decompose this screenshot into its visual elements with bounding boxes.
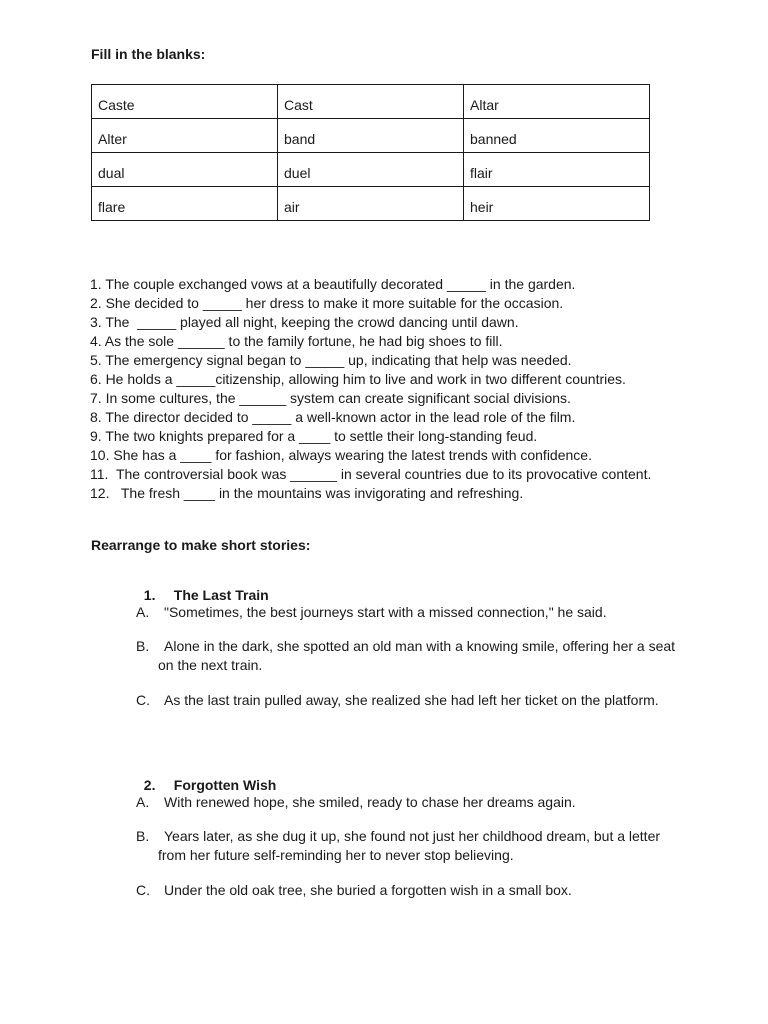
story-option — [136, 691, 696, 710]
option-letter: B. — [136, 638, 150, 654]
fill-in-blanks-heading: Fill in the blanks: — [91, 46, 206, 62]
sentence-item: 11. The controversial book was ______ in several countries due to its provocative content. — [90, 466, 652, 482]
story-number: 1. — [143, 587, 156, 603]
story-option — [136, 637, 696, 675]
sentence-item: 3. The _____ played all night, keeping the crowd dancing until dawn. — [90, 314, 519, 330]
rearrange-heading: Rearrange to make short stories: — [91, 537, 311, 553]
option-text: As the last train pulled away, she realized she had left her ticket on the platform. — [164, 692, 659, 708]
sentence-item: 1. The couple exchanged vows at a beautifully decorated _____ in the garden. — [90, 276, 576, 292]
story-title — [136, 571, 269, 603]
option-letter: C. — [136, 882, 150, 898]
word-table — [91, 84, 650, 221]
option-letter: B. — [136, 828, 150, 844]
sentence-item: 12. The fresh ____ in the mountains was invigorating and refreshing. — [90, 485, 524, 501]
option-text: Alone in the dark, she spotted an old man with a knowing smile, offering her a seat — [164, 638, 676, 654]
sentence-item: 8. The director decided to _____ a well-known actor in the lead role of the film. — [90, 409, 576, 425]
option-letter: A. — [136, 794, 150, 810]
option-text: Under the old oak tree, she buried a forgotten wish in a small box. — [164, 882, 572, 898]
table-cell: flare — [92, 187, 278, 221]
sentence-item: 5. The emergency signal began to _____ up, indicating that help was needed. — [90, 352, 572, 368]
story-title — [136, 761, 276, 793]
table-cell: air — [278, 187, 464, 221]
option-text-continued: on the next train. — [158, 657, 263, 673]
table-cell: heir — [464, 187, 650, 221]
sentence-item: 6. He holds a _____citizenship, allowing him to live and work in two different countries. — [90, 371, 626, 387]
option-text: "Sometimes, the best journeys start with a missed connection," he said. — [164, 604, 607, 620]
sentence-item: 4. As the sole ______ to the family fortune, he had big shoes to fill. — [90, 333, 503, 349]
table-row — [92, 187, 650, 221]
sentence-item: 7. In some cultures, the ______ system can create significant social divisions. — [90, 390, 571, 406]
story-title-text: The Last Train — [173, 587, 269, 603]
option-letter: A. — [136, 604, 150, 620]
table-row — [92, 153, 650, 187]
story-title-text: Forgotten Wish — [173, 777, 277, 793]
story-option — [136, 881, 696, 900]
story-number: 2. — [143, 777, 156, 793]
option-text: Years later, as she dug it up, she found not just her childhood dream, but a letter — [164, 828, 661, 844]
table-cell: band — [278, 119, 464, 153]
sentence-list — [90, 275, 710, 503]
table-cell: flair — [464, 153, 650, 187]
table-cell: Cast — [278, 85, 464, 119]
option-letter: C. — [136, 692, 150, 708]
table-row — [92, 85, 650, 119]
sentence-item: 10. She has a ____ for fashion, always wearing the latest trends with confidence. — [90, 447, 592, 463]
table-cell: banned — [464, 119, 650, 153]
story-option — [136, 827, 696, 865]
story-option — [136, 603, 696, 622]
option-text-continued: from her future self-reminding her to never stop believing. — [158, 847, 514, 863]
sentence-item: 2. She decided to _____ her dress to make it more suitable for the occasion. — [90, 295, 564, 311]
table-cell: Altar — [464, 85, 650, 119]
table-cell: dual — [92, 153, 278, 187]
option-text: With renewed hope, she smiled, ready to chase her dreams again. — [164, 794, 576, 810]
table-cell: Caste — [92, 85, 278, 119]
table-row — [92, 119, 650, 153]
table-cell: duel — [278, 153, 464, 187]
sentence-item: 9. The two knights prepared for a ____ to settle their long-standing feud. — [90, 428, 538, 444]
story-option — [136, 793, 696, 812]
table-cell: Alter — [92, 119, 278, 153]
